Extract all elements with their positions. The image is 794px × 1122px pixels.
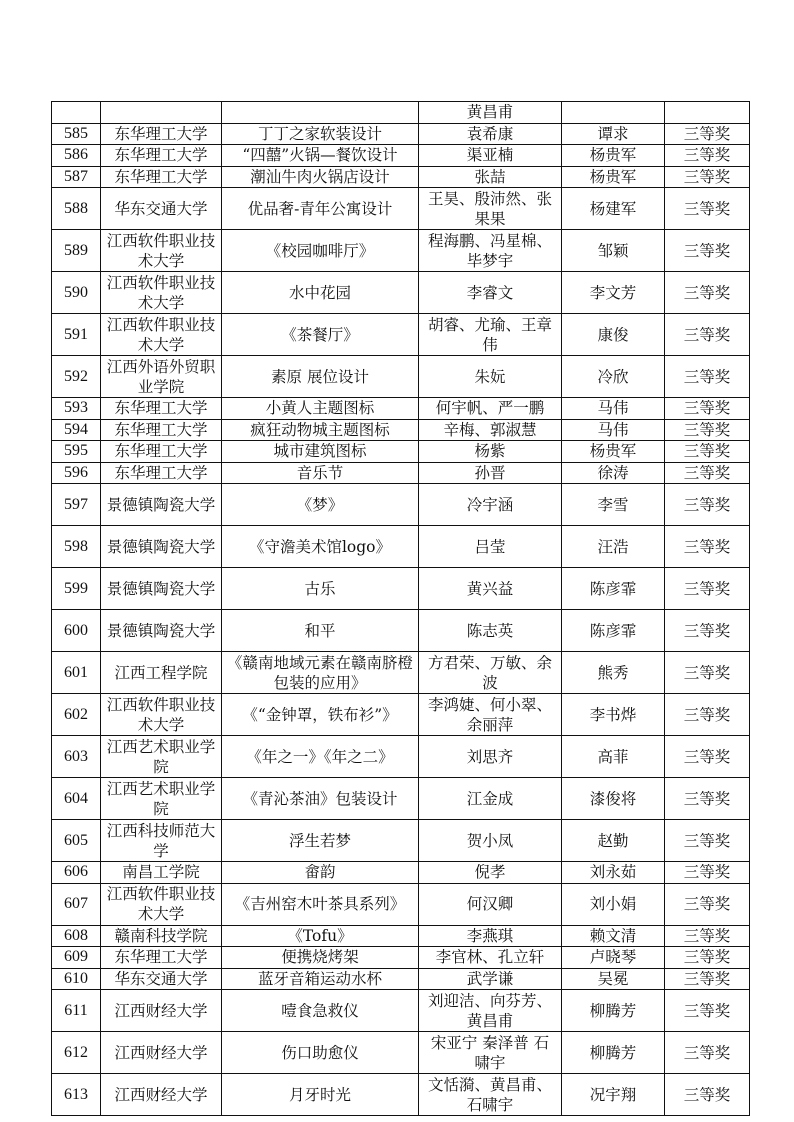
work-title-cell: 素原 展位设计	[222, 356, 419, 398]
authors-cell: 文恬漪、黄昌甫、石啸宇	[419, 1074, 562, 1116]
row-number: 586	[52, 145, 101, 167]
row-number: 594	[52, 419, 101, 441]
table-row	[52, 1032, 750, 1074]
award-cell: 三等奖	[665, 166, 750, 188]
school-cell: 东华理工大学	[101, 145, 222, 167]
authors-cell: 李鸿婕、何小翠、余丽萍	[419, 694, 562, 736]
award-cell: 三等奖	[665, 990, 750, 1032]
award-cell: 三等奖	[665, 484, 750, 526]
school-cell: 江西软件职业技术大学	[101, 694, 222, 736]
work-title-cell: 音乐节	[222, 462, 419, 484]
work-title-cell: “四囍”火锅—餐饮设计	[222, 145, 419, 167]
school-cell: 江西软件职业技术大学	[101, 883, 222, 925]
table-row	[52, 652, 750, 694]
award-cell: 三等奖	[665, 123, 750, 145]
award-cell: 三等奖	[665, 947, 750, 969]
table-row	[52, 188, 750, 230]
school-cell: 景德镇陶瓷大学	[101, 568, 222, 610]
row-number: 603	[52, 736, 101, 778]
work-title-cell: 《年之一》《年之二》	[222, 736, 419, 778]
work-title-cell: 疯狂动物城主题图标	[222, 419, 419, 441]
table-row	[52, 166, 750, 188]
table-row	[52, 484, 750, 526]
school-cell: 华东交通大学	[101, 968, 222, 990]
school-cell: 东华理工大学	[101, 462, 222, 484]
school-cell: 华东交通大学	[101, 188, 222, 230]
work-title-cell: 月牙时光	[222, 1074, 419, 1116]
row-number: 588	[52, 188, 101, 230]
school-cell: 江西财经大学	[101, 990, 222, 1032]
advisor-cell: 赵勤	[562, 820, 665, 862]
work-title-cell: 《Tofu》	[222, 925, 419, 947]
work-title-cell: 古乐	[222, 568, 419, 610]
award-cell: 三等奖	[665, 820, 750, 862]
work-title-cell: 潮汕牛肉火锅店设计	[222, 166, 419, 188]
school-cell: 东华理工大学	[101, 419, 222, 441]
table-row	[52, 462, 750, 484]
row-number: 589	[52, 230, 101, 272]
table-row	[52, 990, 750, 1032]
advisor-cell: 高菲	[562, 736, 665, 778]
award-cell: 三等奖	[665, 968, 750, 990]
row-number: 607	[52, 883, 101, 925]
advisor-cell: 杨建军	[562, 188, 665, 230]
work-title-cell: 畲韵	[222, 862, 419, 884]
award-cell: 三等奖	[665, 610, 750, 652]
row-number: 598	[52, 526, 101, 568]
table-row	[52, 314, 750, 356]
award-cell: 三等奖	[665, 419, 750, 441]
row-number: 612	[52, 1032, 101, 1074]
award-cell: 三等奖	[665, 1032, 750, 1074]
award-cell: 三等奖	[665, 356, 750, 398]
school-cell: 东华理工大学	[101, 123, 222, 145]
school-cell: 景德镇陶瓷大学	[101, 610, 222, 652]
advisor-cell: 李雪	[562, 484, 665, 526]
table-row	[52, 736, 750, 778]
authors-cell: 吕莹	[419, 526, 562, 568]
advisor-cell: 谭求	[562, 123, 665, 145]
advisor-cell: 马伟	[562, 398, 665, 420]
row-number: 587	[52, 166, 101, 188]
table-row	[52, 123, 750, 145]
award-cell: 三等奖	[665, 1074, 750, 1116]
award-cell: 三等奖	[665, 398, 750, 420]
authors-cell: 朱妧	[419, 356, 562, 398]
advisor-cell: 熊秀	[562, 652, 665, 694]
authors-cell: 程海鹏、冯星棉、毕梦宇	[419, 230, 562, 272]
school-cell: 赣南科技学院	[101, 925, 222, 947]
authors-cell: 何宇帆、严一鹏	[419, 398, 562, 420]
award-cell	[665, 102, 750, 124]
table-row	[52, 925, 750, 947]
school-cell: 江西艺术职业学院	[101, 736, 222, 778]
authors-cell: 刘迎洁、向芬芳、黄昌甫	[419, 990, 562, 1032]
authors-cell: 方君荣、万敏、余波	[419, 652, 562, 694]
advisor-cell: 赖文清	[562, 925, 665, 947]
award-cell: 三等奖	[665, 314, 750, 356]
table-row	[52, 1074, 750, 1116]
table-row	[52, 398, 750, 420]
authors-cell: 胡睿、尤瑜、王章伟	[419, 314, 562, 356]
advisor-cell: 吴冕	[562, 968, 665, 990]
work-title-cell: 《吉州窑木叶茶具系列》	[222, 883, 419, 925]
work-title-cell: 小黄人主题图标	[222, 398, 419, 420]
authors-cell: 何汉卿	[419, 883, 562, 925]
advisor-cell: 杨贵军	[562, 145, 665, 167]
authors-cell: 冷宇涵	[419, 484, 562, 526]
table-row	[52, 230, 750, 272]
row-number	[52, 102, 101, 124]
school-cell: 江西工程学院	[101, 652, 222, 694]
table-row	[52, 968, 750, 990]
row-number: 611	[52, 990, 101, 1032]
row-number: 600	[52, 610, 101, 652]
award-cell: 三等奖	[665, 441, 750, 463]
school-cell: 江西艺术职业学院	[101, 778, 222, 820]
row-number: 585	[52, 123, 101, 145]
table-row	[52, 145, 750, 167]
advisor-cell: 冷欣	[562, 356, 665, 398]
advisor-cell: 杨贵军	[562, 441, 665, 463]
advisor-cell: 康俊	[562, 314, 665, 356]
work-title-cell: 蓝牙音箱运动水杯	[222, 968, 419, 990]
awards-table-body	[52, 102, 750, 1116]
work-title-cell: 和平	[222, 610, 419, 652]
authors-cell: 渠亚楠	[419, 145, 562, 167]
school-cell: 东华理工大学	[101, 166, 222, 188]
row-number: 599	[52, 568, 101, 610]
school-cell: 景德镇陶瓷大学	[101, 484, 222, 526]
advisor-cell: 李书烨	[562, 694, 665, 736]
table-row	[52, 778, 750, 820]
work-title-cell: 便携烧烤架	[222, 947, 419, 969]
row-number: 591	[52, 314, 101, 356]
advisor-cell: 杨贵军	[562, 166, 665, 188]
work-title-cell: 浮生若梦	[222, 820, 419, 862]
authors-cell: 武学谦	[419, 968, 562, 990]
awards-table	[51, 101, 750, 1116]
school-cell: 江西软件职业技术大学	[101, 314, 222, 356]
table-row	[52, 419, 750, 441]
table-row	[52, 947, 750, 969]
award-cell: 三等奖	[665, 568, 750, 610]
school-cell: 江西财经大学	[101, 1032, 222, 1074]
table-row	[52, 883, 750, 925]
work-title-cell: 优品奢-青年公寓设计	[222, 188, 419, 230]
advisor-cell: 柳腾芳	[562, 990, 665, 1032]
table-row	[52, 272, 750, 314]
row-number: 613	[52, 1074, 101, 1116]
award-cell: 三等奖	[665, 736, 750, 778]
advisor-cell: 漆俊将	[562, 778, 665, 820]
table-row	[52, 441, 750, 463]
authors-cell: 宋亚宁 秦泽普 石啸宇	[419, 1032, 562, 1074]
award-cell: 三等奖	[665, 925, 750, 947]
work-title-cell: 丁丁之家软装设计	[222, 123, 419, 145]
work-title-cell: 《梦》	[222, 484, 419, 526]
row-number: 597	[52, 484, 101, 526]
row-number: 596	[52, 462, 101, 484]
award-cell: 三等奖	[665, 272, 750, 314]
authors-cell: 袁希康	[419, 123, 562, 145]
authors-cell: 倪孝	[419, 862, 562, 884]
authors-cell: 李官林、孔立轩	[419, 947, 562, 969]
authors-cell: 王昊、殷沛然、张果果	[419, 188, 562, 230]
table-row	[52, 862, 750, 884]
work-title-cell: 《赣南地域元素在赣南脐橙包装的应用》	[222, 652, 419, 694]
row-number: 601	[52, 652, 101, 694]
advisor-cell: 刘永茹	[562, 862, 665, 884]
work-title-cell: 伤口助愈仪	[222, 1032, 419, 1074]
work-title-cell: 水中花园	[222, 272, 419, 314]
authors-cell: 贺小凤	[419, 820, 562, 862]
work-title-cell: 《青沁茶油》包装设计	[222, 778, 419, 820]
advisor-cell	[562, 102, 665, 124]
work-title-cell: 《茶餐厅》	[222, 314, 419, 356]
row-number: 592	[52, 356, 101, 398]
work-title-cell: 《“金钟罩，铁布衫”》	[222, 694, 419, 736]
award-cell: 三等奖	[665, 462, 750, 484]
advisor-cell: 汪浩	[562, 526, 665, 568]
award-cell: 三等奖	[665, 778, 750, 820]
authors-cell: 辛梅、郭淑慧	[419, 419, 562, 441]
row-number: 604	[52, 778, 101, 820]
row-number: 608	[52, 925, 101, 947]
award-cell: 三等奖	[665, 145, 750, 167]
row-number: 595	[52, 441, 101, 463]
authors-cell: 刘思齐	[419, 736, 562, 778]
school-cell	[101, 102, 222, 124]
table-row	[52, 526, 750, 568]
authors-cell: 李燕琪	[419, 925, 562, 947]
table-row	[52, 568, 750, 610]
row-number: 606	[52, 862, 101, 884]
award-cell: 三等奖	[665, 652, 750, 694]
table-row	[52, 102, 750, 124]
work-title-cell	[222, 102, 419, 124]
school-cell: 江西外语外贸职业学院	[101, 356, 222, 398]
table-row	[52, 694, 750, 736]
table-row	[52, 820, 750, 862]
school-cell: 景德镇陶瓷大学	[101, 526, 222, 568]
award-cell: 三等奖	[665, 526, 750, 568]
advisor-cell: 况宇翔	[562, 1074, 665, 1116]
advisor-cell: 徐涛	[562, 462, 665, 484]
school-cell: 东华理工大学	[101, 398, 222, 420]
school-cell: 东华理工大学	[101, 441, 222, 463]
work-title-cell: 《守澹美术馆logo》	[222, 526, 419, 568]
advisor-cell: 卢晓琴	[562, 947, 665, 969]
row-number: 609	[52, 947, 101, 969]
work-title-cell: 噎食急救仪	[222, 990, 419, 1032]
authors-cell: 黄昌甫	[419, 102, 562, 124]
table-row	[52, 610, 750, 652]
authors-cell: 孙晋	[419, 462, 562, 484]
row-number: 590	[52, 272, 101, 314]
advisor-cell: 李文芳	[562, 272, 665, 314]
row-number: 605	[52, 820, 101, 862]
authors-cell: 江金成	[419, 778, 562, 820]
row-number: 593	[52, 398, 101, 420]
advisor-cell: 陈彦霏	[562, 568, 665, 610]
advisor-cell: 陈彦霏	[562, 610, 665, 652]
work-title-cell: 城市建筑图标	[222, 441, 419, 463]
row-number: 602	[52, 694, 101, 736]
award-cell: 三等奖	[665, 694, 750, 736]
award-cell: 三等奖	[665, 883, 750, 925]
award-cell: 三等奖	[665, 230, 750, 272]
advisor-cell: 邹颖	[562, 230, 665, 272]
advisor-cell: 马伟	[562, 419, 665, 441]
advisor-cell: 柳腾芳	[562, 1032, 665, 1074]
authors-cell: 黄兴益	[419, 568, 562, 610]
school-cell: 江西软件职业技术大学	[101, 230, 222, 272]
award-cell: 三等奖	[665, 188, 750, 230]
school-cell: 江西财经大学	[101, 1074, 222, 1116]
table-row	[52, 356, 750, 398]
award-cell: 三等奖	[665, 862, 750, 884]
work-title-cell: 《校园咖啡厅》	[222, 230, 419, 272]
authors-cell: 李睿文	[419, 272, 562, 314]
advisor-cell: 刘小娟	[562, 883, 665, 925]
school-cell: 南昌工学院	[101, 862, 222, 884]
school-cell: 江西科技师范大学	[101, 820, 222, 862]
school-cell: 东华理工大学	[101, 947, 222, 969]
row-number: 610	[52, 968, 101, 990]
school-cell: 江西软件职业技术大学	[101, 272, 222, 314]
authors-cell: 张喆	[419, 166, 562, 188]
authors-cell: 陈志英	[419, 610, 562, 652]
authors-cell: 杨紫	[419, 441, 562, 463]
